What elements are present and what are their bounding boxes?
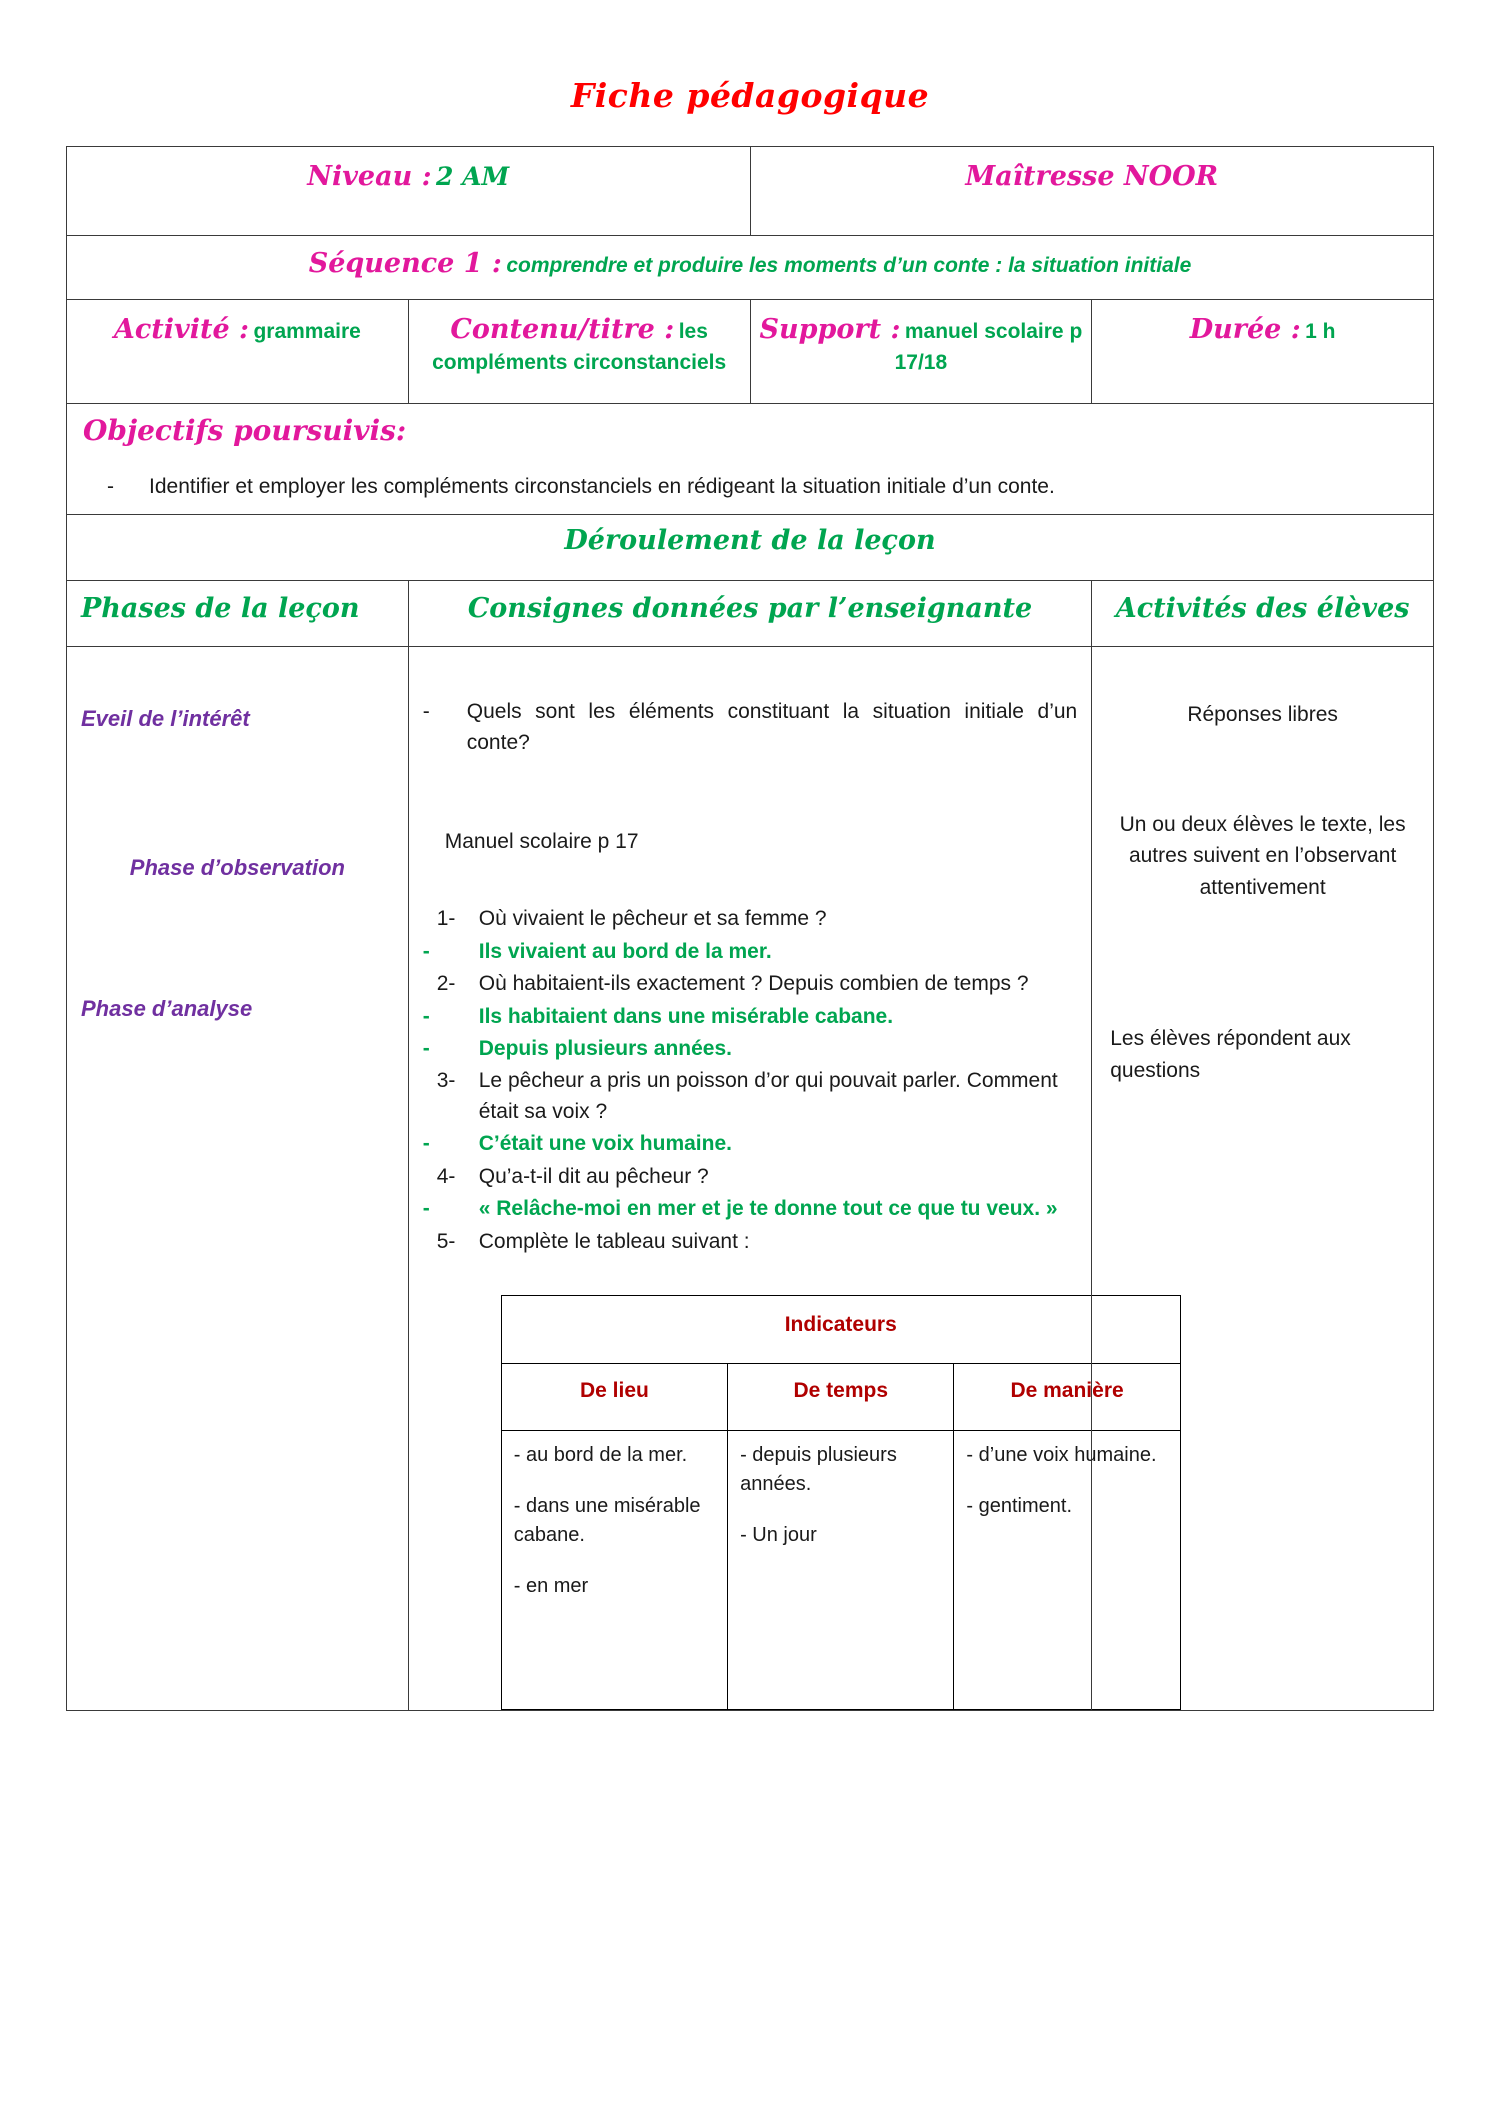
item-text: Ils vivaient au bord de la mer. bbox=[478, 939, 772, 963]
item-marker: 2- bbox=[436, 972, 456, 996]
row-sequence bbox=[67, 236, 1434, 300]
indicateurs-entry: - en mer bbox=[513, 1574, 589, 1597]
cell-niveau bbox=[67, 147, 751, 236]
cell-phases bbox=[67, 647, 409, 1711]
support-value: manuel scolaire p 17/18 bbox=[894, 320, 1083, 374]
indicateurs-body-row bbox=[501, 1430, 1180, 1709]
indicateurs-entry: - au bord de la mer. bbox=[513, 1443, 688, 1466]
indicateurs-entry: - Un jour bbox=[740, 1523, 817, 1546]
cell-sequence bbox=[67, 236, 1434, 300]
item-marker: - bbox=[422, 939, 430, 963]
activite-eleve-item: Un ou deux élèves le texte, les autres suivent en l’observant attentivement bbox=[1119, 812, 1406, 899]
duree-value: 1 h bbox=[1305, 320, 1336, 344]
cell-activite bbox=[67, 300, 409, 404]
item-text: Ils habitaient dans une misérable cabane. bbox=[478, 1004, 894, 1028]
cell-objectifs bbox=[67, 404, 1434, 515]
phase-item-observation: Phase d’observation bbox=[129, 854, 345, 880]
item-marker: - bbox=[422, 1197, 430, 1221]
row-objectifs bbox=[67, 404, 1434, 515]
objectifs-title: Objectifs poursuivis: bbox=[83, 414, 407, 448]
cell-duree bbox=[1092, 300, 1434, 404]
cell-consignes bbox=[408, 647, 1157, 1711]
item-text: Le pêcheur a pris un poisson d’or qui pouvait parler. Comment était sa voix ? bbox=[478, 1069, 1058, 1123]
lesson-plan-table bbox=[66, 146, 1434, 1711]
item-text: C’était une voix humaine. bbox=[478, 1132, 732, 1156]
header-consignes-label: Consignes données par l’enseignante bbox=[467, 593, 1033, 625]
activite-eleve-item: Les élèves répondent aux questions bbox=[1110, 1027, 1351, 1082]
activite-label: Activité : bbox=[113, 314, 249, 346]
item-text: Où habitaient-ils exactement ? Depuis combien de temps ? bbox=[478, 972, 1029, 996]
phase-item-eveil: Eveil de l’intérêt bbox=[81, 706, 250, 732]
indicateurs-title-row bbox=[501, 1296, 1180, 1363]
item-text: Qu’a-t-il dit au pêcheur ? bbox=[478, 1164, 709, 1188]
indicateurs-title: Indicateurs bbox=[501, 1296, 1180, 1363]
indicateurs-cell-temps bbox=[728, 1430, 954, 1709]
indicateurs-entry: - dans une misérable cabane. bbox=[513, 1494, 701, 1546]
indicateurs-entry: - d’une voix humaine. bbox=[966, 1443, 1157, 1466]
maitresse-name: Maîtresse NOOR bbox=[965, 161, 1219, 193]
row-deroulement-banner bbox=[67, 515, 1434, 581]
cell-maitresse bbox=[750, 147, 1434, 236]
duree-label: Durée : bbox=[1189, 314, 1301, 346]
item-marker: 1- bbox=[436, 907, 456, 931]
cell-deroulement-banner bbox=[67, 515, 1434, 581]
phase-item-analyse: Phase d’analyse bbox=[81, 995, 253, 1021]
item-text: Complète le tableau suivant : bbox=[478, 1229, 750, 1253]
list-item bbox=[423, 1162, 1078, 1192]
indicateurs-col-de-lieu: De lieu bbox=[501, 1363, 727, 1430]
header-phases-label: Phases de la leçon bbox=[81, 593, 360, 625]
list-item bbox=[423, 904, 1078, 934]
deroulement-title: Déroulement de la leçon bbox=[564, 525, 936, 557]
objectif-dash: - bbox=[107, 475, 114, 499]
niveau-value: 2 AM bbox=[436, 162, 510, 192]
opening-question-dash: - bbox=[422, 700, 430, 724]
item-marker: - bbox=[422, 1004, 430, 1028]
list-item bbox=[423, 1002, 1078, 1032]
item-marker: 5- bbox=[436, 1229, 456, 1253]
question-answer-list bbox=[423, 904, 1078, 1257]
manuel-reference: Manuel scolaire p 17 bbox=[444, 830, 639, 854]
header-phases bbox=[67, 581, 409, 647]
indicateurs-col-de-maniere: De manière bbox=[954, 1363, 1180, 1430]
item-marker: - bbox=[422, 1037, 430, 1060]
list-item bbox=[423, 1034, 1078, 1064]
indicateurs-cell-lieu bbox=[501, 1430, 727, 1709]
list-item bbox=[423, 1194, 1078, 1224]
indicateurs-table-wrapper bbox=[423, 1295, 1157, 1710]
opening-question-row bbox=[423, 697, 1078, 758]
opening-question-text: Quels sont les éléments constituant la situation initiale d’un conte? bbox=[466, 700, 1078, 754]
list-item bbox=[423, 969, 1078, 999]
item-marker: 3- bbox=[436, 1069, 456, 1093]
cell-support bbox=[750, 300, 1092, 404]
header-activites bbox=[1092, 581, 1434, 647]
contenu-value: les compléments circonstanciels bbox=[432, 320, 727, 374]
sequence-label: Séquence 1 : bbox=[308, 248, 502, 280]
niveau-label: Niveau : bbox=[307, 161, 432, 193]
objectif-item bbox=[67, 473, 1433, 500]
contenu-label: Contenu/titre : bbox=[450, 314, 675, 346]
page-title: Fiche pédagogique bbox=[570, 76, 930, 115]
item-marker: - bbox=[422, 1132, 430, 1156]
header-consignes bbox=[408, 581, 1092, 647]
list-item bbox=[423, 1066, 1078, 1127]
row-activite-details bbox=[67, 300, 1434, 404]
item-text: Depuis plusieurs années. bbox=[478, 1037, 733, 1060]
item-marker: 4- bbox=[436, 1164, 456, 1188]
list-item bbox=[423, 937, 1078, 967]
cell-contenu bbox=[408, 300, 750, 404]
list-item bbox=[423, 1129, 1078, 1159]
sequence-value: comprendre et produire les moments d’un conte : la situation initiale bbox=[506, 254, 1192, 278]
support-label: Support : bbox=[759, 314, 901, 346]
objectif-text: Identifier et employer les compléments circonstanciels en rédigeant la situation initiale d’un conte. bbox=[149, 475, 1055, 499]
indicateurs-entry: - depuis plusieurs années. bbox=[740, 1443, 897, 1495]
list-item bbox=[423, 1227, 1078, 1257]
row-niveau-maitresse bbox=[67, 147, 1434, 236]
header-activites-label: Activités des élèves bbox=[1115, 593, 1410, 625]
indicateurs-col-de-temps: De temps bbox=[728, 1363, 954, 1430]
activite-eleve-item: Réponses libres bbox=[1187, 703, 1338, 727]
indicateurs-table bbox=[501, 1295, 1181, 1710]
indicateurs-entry: - gentiment. bbox=[966, 1494, 1073, 1517]
item-text: « Relâche-moi en mer et je te donne tout ce que tu veux. » bbox=[478, 1197, 1058, 1221]
indicateurs-header-row bbox=[501, 1363, 1180, 1430]
activite-value: grammaire bbox=[253, 320, 361, 344]
row-lesson-body bbox=[67, 647, 1434, 1711]
item-text: Où vivaient le pêcheur et sa femme ? bbox=[478, 907, 827, 931]
row-column-headers bbox=[67, 581, 1434, 647]
cell-activites-eleves bbox=[1092, 647, 1434, 1711]
